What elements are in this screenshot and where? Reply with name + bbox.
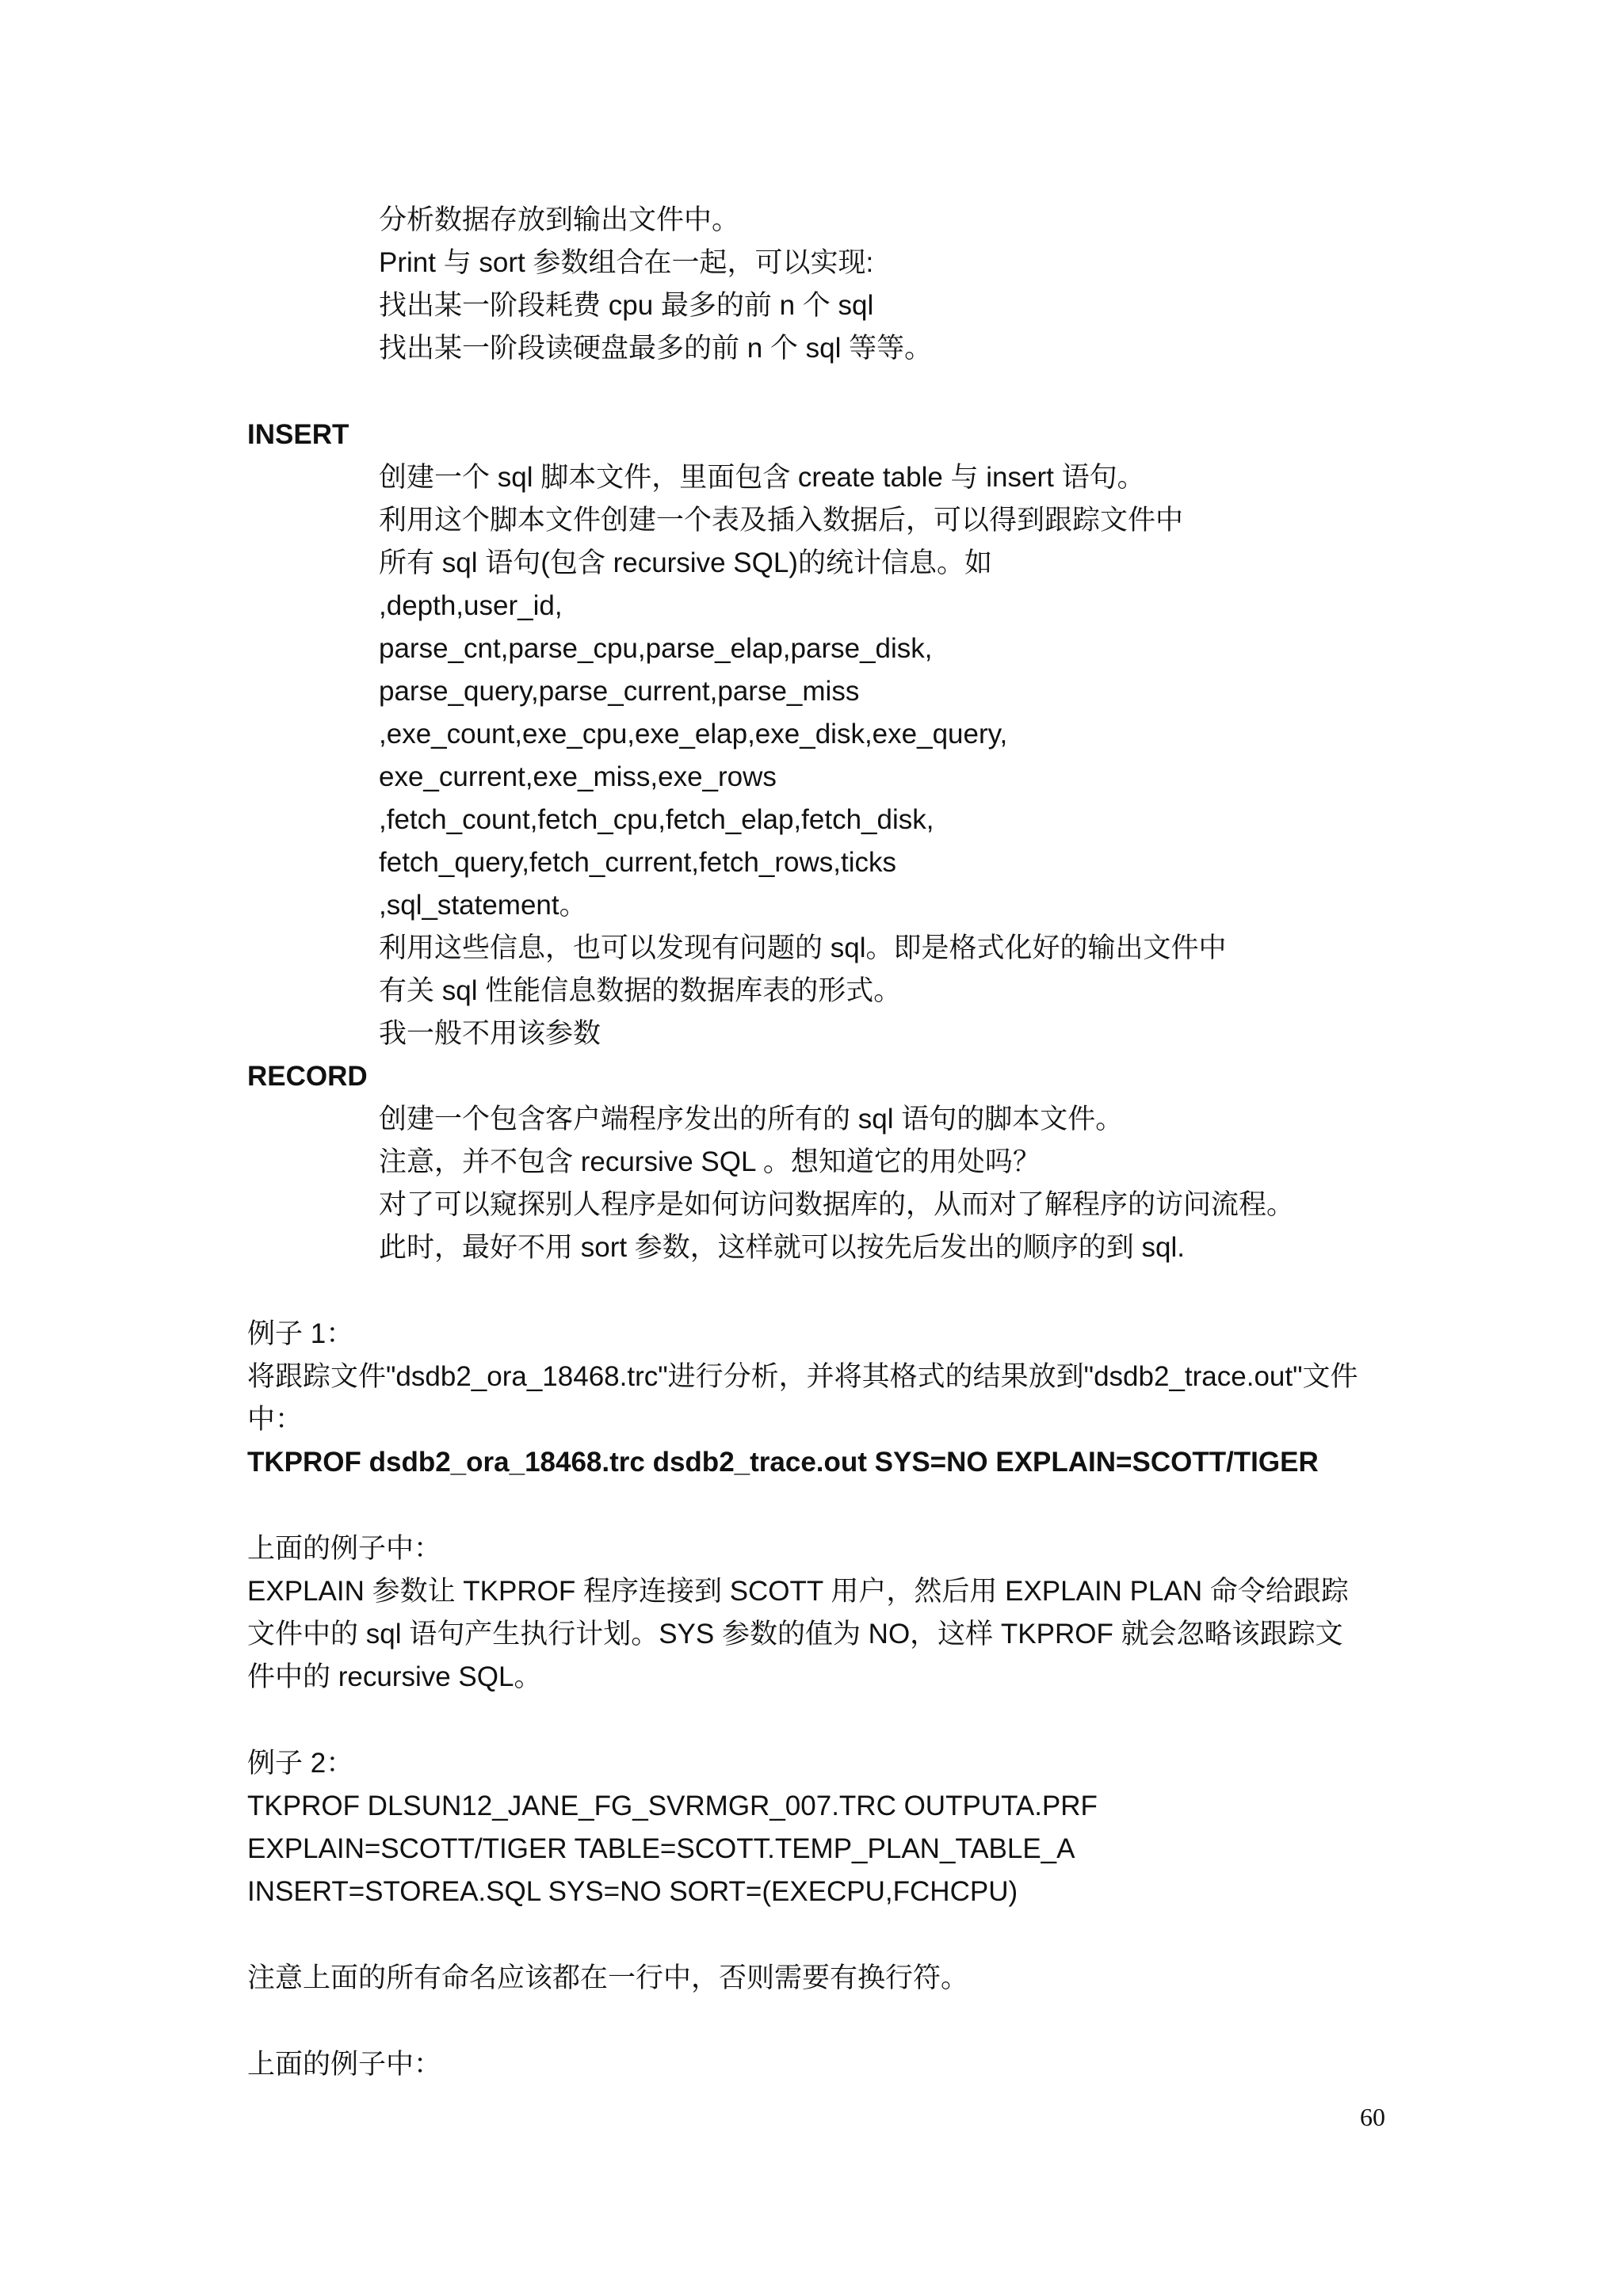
example-2-heading: 例子 2： bbox=[247, 1748, 354, 1779]
text-line: 有关 sql 性能信息数据的数据库表的形式。 bbox=[379, 975, 902, 1006]
text-line: exe_current,exe_miss,exe_rows bbox=[379, 761, 777, 792]
text-line: 文件中的 sql 语句产生执行计划。SYS 参数的值为 NO，这样 TKPROF 就会忽略该跟踪文 bbox=[247, 1619, 1343, 1650]
text-line: 此时，最好不用 sort 参数，这样就可以按先后发出的顺序的到 sql. bbox=[379, 1232, 1185, 1263]
command-line: TKPROF DLSUN12_JANE_FG_SVRMGR_007.TRC OUTPUTA.PRF bbox=[247, 1791, 1098, 1821]
text-line: 利用这个脚本文件创建一个表及插入数据后，可以得到跟踪文件中 bbox=[379, 505, 1184, 536]
text-line: Print 与 sort 参数组合在一起，可以实现: bbox=[379, 247, 874, 278]
text-line: 注意，并不包含 recursive SQL 。想知道它的用处吗？ bbox=[379, 1146, 1041, 1177]
text-line: 所有 sql 语句(包含 recursive SQL)的统计信息。如 bbox=[379, 547, 992, 578]
text-line: 我一般不用该参数 bbox=[379, 1018, 601, 1049]
text-line: 创建一个包含客户端程序发出的所有的 sql 语句的脚本文件。 bbox=[379, 1104, 1124, 1135]
text-line: EXPLAIN 参数让 TKPROF 程序连接到 SCOTT 用户，然后用 EXPLAIN PLAN 命令给跟踪 bbox=[247, 1576, 1349, 1607]
text-line: parse_cnt,parse_cpu,parse_elap,parse_disk, bbox=[379, 633, 933, 664]
text-line: ,depth,user_id, bbox=[379, 590, 563, 621]
text-line: 找出某一阶段读硬盘最多的前 n 个 sql 等等。 bbox=[379, 333, 933, 364]
text-line: 上面的例子中： bbox=[247, 2049, 442, 2080]
section-heading-record: RECORD bbox=[247, 1061, 368, 1092]
text-line: 找出某一阶段耗费 cpu 最多的前 n 个 sql bbox=[379, 290, 874, 321]
text-line: ,fetch_count,fetch_cpu,fetch_elap,fetch_disk, bbox=[379, 804, 934, 835]
text-line: ,sql_statement。 bbox=[379, 890, 587, 921]
text-line: 件中的 recursive SQL。 bbox=[247, 1661, 542, 1692]
text-line: 将跟踪文件"dsdb2_ora_18468.trc"进行分析，并将其格式的结果放到"dsdb2_trace.out"文件 bbox=[247, 1361, 1358, 1392]
text-line: ,exe_count,exe_cpu,exe_elap,exe_disk,exe_query, bbox=[379, 719, 1008, 749]
text-line: 对了可以窥探别人程序是如何访问数据库的，从而对了解程序的访问流程。 bbox=[379, 1189, 1295, 1220]
text-line: fetch_query,fetch_current,fetch_rows,ticks bbox=[379, 847, 896, 878]
text-line: parse_query,parse_current,parse_miss bbox=[379, 676, 860, 707]
example-1-heading: 例子 1： bbox=[247, 1318, 354, 1349]
command-line: TKPROF dsdb2_ora_18468.trc dsdb2_trace.out SYS=NO EXPLAIN=SCOTT/TIGER bbox=[247, 1447, 1319, 1478]
text-line: 利用这些信息，也可以发现有问题的 sql。即是格式化好的输出文件中 bbox=[379, 933, 1227, 963]
text-line: 分析数据存放到输出文件中。 bbox=[379, 204, 740, 235]
command-line: EXPLAIN=SCOTT/TIGER TABLE=SCOTT.TEMP_PLAN_TABLE_A bbox=[247, 1833, 1075, 1864]
text-line: 创建一个 sql 脚本文件，里面包含 create table 与 insert 语句。 bbox=[379, 462, 1145, 493]
text-line: 上面的例子中： bbox=[247, 1533, 442, 1564]
text-line: 中： bbox=[247, 1404, 304, 1435]
section-heading-insert: INSERT bbox=[247, 419, 349, 450]
text-line: 注意上面的所有命名应该都在一行中，否则需要有换行符。 bbox=[247, 1962, 969, 1993]
command-line: INSERT=STOREA.SQL SYS=NO SORT=(EXECPU,FCHCPU) bbox=[247, 1876, 1018, 1907]
page-number: 60 bbox=[1360, 2103, 1385, 2131]
